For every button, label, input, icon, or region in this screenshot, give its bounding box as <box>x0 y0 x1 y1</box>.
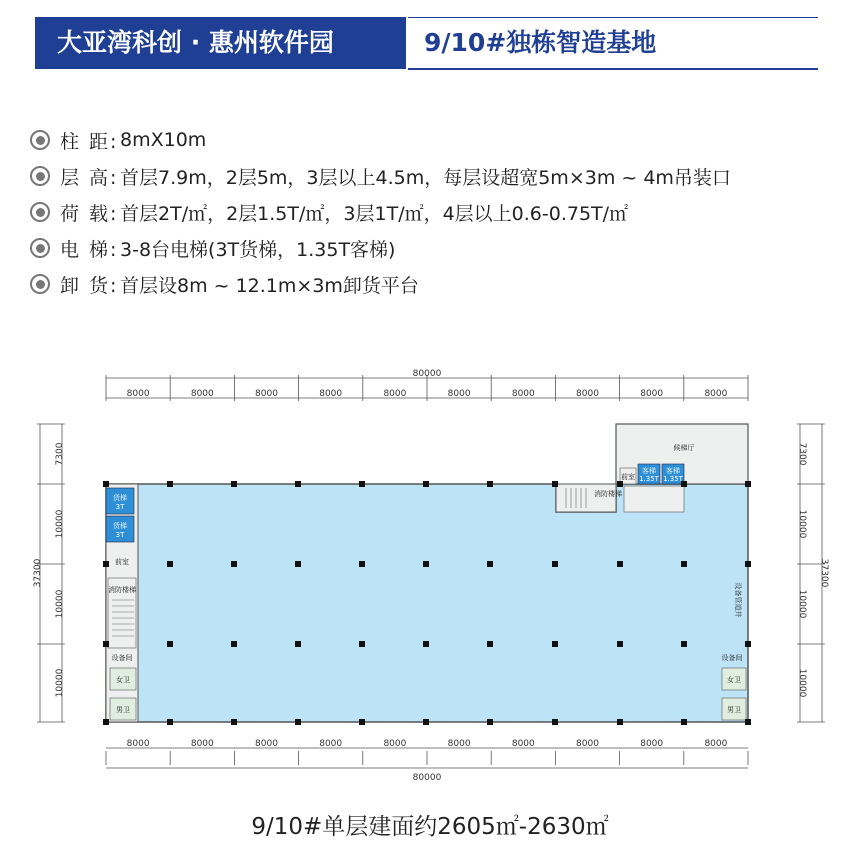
label-passenger-lift-2: 客梯 <box>666 467 680 475</box>
spec-list <box>30 122 731 302</box>
label-wc-female-left: 女卫 <box>116 676 130 684</box>
dimension-span-bottom: 8000 <box>576 739 599 749</box>
column-marker <box>103 641 109 647</box>
column-marker <box>487 719 493 725</box>
dimension-span-top: 8000 <box>126 389 150 399</box>
floor-area-caption: 9/10#单层建面约2605㎡-2630㎡ <box>251 814 609 840</box>
column-marker <box>681 561 687 567</box>
column-marker <box>552 561 558 567</box>
column-marker <box>103 481 109 487</box>
spec-item-load <box>30 194 731 230</box>
column-marker <box>231 561 237 567</box>
spec-value: 首层2T/㎡，2层1.5T/㎡，3层1T/㎡，4层以上0.6-0.75T/㎡ <box>120 202 629 225</box>
label-equip-left: 设备间 <box>111 654 133 662</box>
label-freight-lift-1: 货梯 <box>113 494 127 502</box>
dimension-span-top: 8000 <box>383 389 407 399</box>
column-marker <box>295 719 301 725</box>
spec-item-elevator <box>30 230 731 266</box>
column-marker <box>359 719 365 725</box>
spec-label: 柱 距: <box>60 130 119 153</box>
label-lobby: 候梯厅 <box>673 444 695 452</box>
dimension-span-bottom: 8000 <box>640 739 664 749</box>
spec-item-column-spacing <box>30 122 731 158</box>
dimension-span-top: 8000 <box>704 389 728 399</box>
dimension-span-top: 8000 <box>447 389 471 399</box>
spec-item-floor-height <box>30 158 731 194</box>
title-banner <box>35 17 818 69</box>
dimension-span-bottom: 8000 <box>447 739 471 749</box>
dimension-span-bottom: 8000 <box>190 739 214 749</box>
column-marker <box>552 719 558 725</box>
dimension-total-left: 37300 <box>33 558 43 588</box>
spec-label: 电 梯: <box>60 238 119 261</box>
spec-value: 首层设8m ~ 12.1m×3m卸货平台 <box>120 274 419 297</box>
dimension-span-top: 8000 <box>190 389 214 399</box>
column-marker <box>487 481 493 487</box>
spec-label: 层 高: <box>60 166 119 189</box>
column-marker <box>423 561 429 567</box>
column-marker <box>231 719 237 725</box>
label-pipe-well: 设备管道井 <box>734 582 742 618</box>
column-marker <box>295 641 301 647</box>
dimension-span-top: 8000 <box>640 389 664 399</box>
column-marker <box>167 561 173 567</box>
dimension-span-bottom: 8000 <box>255 739 278 749</box>
column-marker <box>103 719 109 725</box>
column-marker <box>552 481 558 487</box>
column-marker <box>231 641 237 647</box>
dimension-span-bottom: 8000 <box>126 739 150 749</box>
label-duty-right: 前室 <box>621 473 635 481</box>
column-marker <box>231 481 237 487</box>
spec-label: 荷 载: <box>60 202 119 225</box>
dimension-span-top: 8000 <box>576 389 599 399</box>
label-fire-stair-right: 消防楼梯 <box>594 490 622 498</box>
column-marker <box>423 719 429 725</box>
column-marker <box>359 561 365 567</box>
column-marker <box>745 719 751 725</box>
label-freight-lift-2b: 3T <box>115 531 125 539</box>
column-marker <box>103 561 109 567</box>
column-marker <box>359 481 365 487</box>
dimension-span-left: 10000 <box>55 668 65 698</box>
floor-slab <box>106 484 748 722</box>
label-wc-female-right: 女卫 <box>727 676 741 684</box>
column-marker <box>552 641 558 647</box>
column-marker <box>487 561 493 567</box>
label-passenger-lift-1: 客梯 <box>642 467 656 475</box>
column-marker <box>359 641 365 647</box>
column-marker <box>423 481 429 487</box>
spec-value: 8mX10m <box>120 129 207 151</box>
column-marker <box>681 641 687 647</box>
dimension-total-top: 80000 <box>412 369 442 379</box>
column-marker <box>745 641 751 647</box>
front-room <box>624 486 684 512</box>
bullet-icon <box>30 238 50 258</box>
column-marker <box>617 719 623 725</box>
dimension-span-bottom: 8000 <box>319 739 343 749</box>
column-marker <box>487 641 493 647</box>
spec-item-unloading <box>30 266 731 302</box>
spec-label: 卸 货: <box>60 274 119 297</box>
dimension-span-top: 8000 <box>511 389 535 399</box>
spec-value: 首层7.9m，2层5m，3层以上4.5m，每层设超宽5m×3m ~ 4m吊装口 <box>120 166 731 189</box>
dimension-span-bottom: 8000 <box>383 739 407 749</box>
label-wc-male-left: 男卫 <box>116 706 130 714</box>
label-equip-right: 设备间 <box>721 654 743 662</box>
dimension-span-top: 8000 <box>319 389 343 399</box>
spec-value: 3-8台电梯(3T货梯，1.35T客梯) <box>120 238 396 261</box>
bullet-icon <box>30 130 50 150</box>
dimension-span-bottom: 8000 <box>511 739 535 749</box>
column-marker <box>745 481 751 487</box>
dimension-span-right: 7300 <box>797 442 807 466</box>
bullet-icon <box>30 166 50 186</box>
column-marker <box>167 481 173 487</box>
column-marker <box>745 561 751 567</box>
dimension-total-bottom: 80000 <box>412 773 442 780</box>
dimension-span-left: 7300 <box>55 442 65 466</box>
column-marker <box>167 719 173 725</box>
dimension-span-right: 10000 <box>797 589 807 619</box>
bullet-icon <box>30 274 50 294</box>
column-marker <box>167 641 173 647</box>
label-fire-stair-left: 消防楼梯 <box>108 586 136 594</box>
column-marker <box>617 481 623 487</box>
dimension-span-right: 10000 <box>797 509 807 539</box>
dimension-span-bottom: 8000 <box>704 739 728 749</box>
column-marker <box>295 561 301 567</box>
label-freight-lift-2: 货梯 <box>113 522 127 530</box>
column-marker <box>617 561 623 567</box>
label-wc-male-right: 男卫 <box>727 706 741 714</box>
label-passenger-lift-1b: 1.35T <box>639 475 659 483</box>
dimension-span-left: 10000 <box>55 509 65 539</box>
column-marker <box>681 719 687 725</box>
column-marker <box>617 641 623 647</box>
label-passenger-lift-2b: 1.35T <box>663 475 683 483</box>
dimension-span-top: 8000 <box>255 389 278 399</box>
bullet-icon <box>30 202 50 222</box>
project-title: 大亚湾科创 · 惠州软件园 <box>35 17 406 69</box>
label-freight-lift-1b: 3T <box>115 503 125 511</box>
building-title: 9/10#独栋智造基地 <box>408 17 818 70</box>
label-duty-left: 前室 <box>115 558 129 566</box>
dimension-span-right: 10000 <box>797 668 807 698</box>
dimension-span-left: 10000 <box>55 589 65 619</box>
column-marker <box>295 481 301 487</box>
column-marker <box>423 641 429 647</box>
dimension-total-right: 37300 <box>819 558 829 588</box>
floor-plan <box>0 360 860 780</box>
